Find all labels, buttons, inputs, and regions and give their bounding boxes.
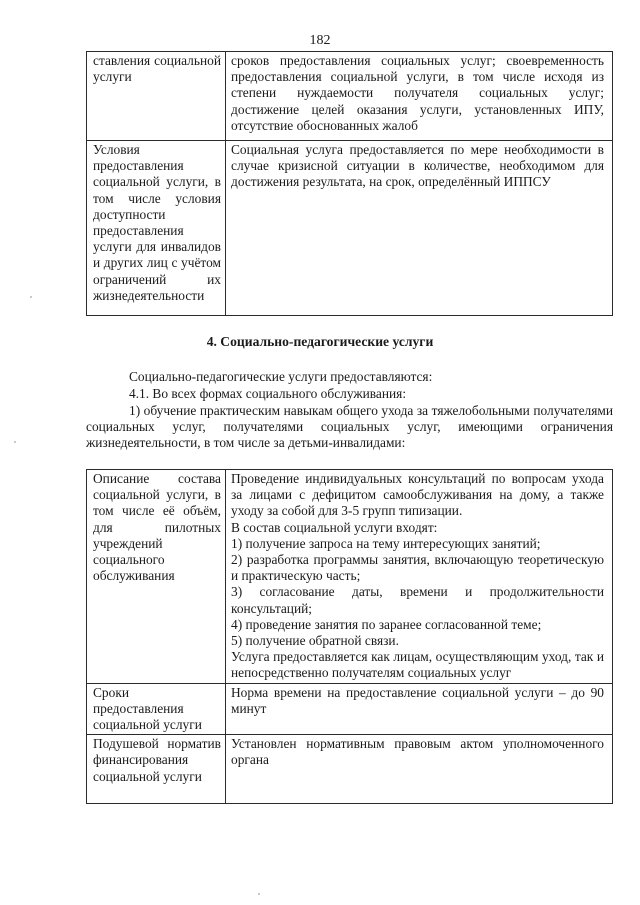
text-line: 2) разработка программы занятия, включающую теоретическую и практическую часть;: [231, 552, 604, 584]
service-table: [86, 469, 613, 804]
text-line: 1) получение запроса на тему интересующих занятий;: [231, 535, 541, 551]
table-row: [87, 735, 613, 804]
text-line: В состав социальной услуги входят:: [231, 519, 438, 535]
text-line: 3) согласование даты, времени и продолжительности консультаций;: [231, 584, 604, 616]
table-row: [87, 683, 613, 735]
row-label: Описание состава социальной услуги, в том числе её объём, для пилотных учреждений социального обслуживания: [87, 470, 226, 684]
row-text: Норма времени на предоставление социальной услуги – до 90 минут: [226, 683, 613, 735]
row-label: Условия предоставления социальной услуги, в том числе условия доступности предоставления услуги для инвалидов и других лиц с учётом ограничений их жизнедеятельности: [87, 141, 226, 316]
row-label: Подушевой норматив финансирования социальной услуги: [87, 735, 226, 804]
paragraph: Социально-педагогические услуги предоставляются:: [129, 369, 433, 384]
paragraph: 1) обучение практическим навыкам общего ухода за тяжелобольными получателями социальных услуг, получателями социальных услуг, имеющими ограничения жизнедеятельности, в том числе за детьми-инвалидами:: [86, 403, 613, 451]
text-line: Услуга предоставляется как лицам, осуществляющим уход, так и непосредственно получателям социальных услуг: [231, 649, 604, 681]
scan-speck: [14, 441, 16, 443]
row-text: [226, 470, 613, 684]
page-number: 182: [309, 33, 331, 48]
text-line: Проведение индивидуальных консультаций по вопросам ухода за лицами с дефицитом самообслуживания на дому, а также уходу за собой для 3-5 групп типизации.: [231, 471, 604, 519]
row-label: Сроки предоставления социальной услуги: [87, 683, 226, 735]
table-row: [87, 52, 613, 141]
text-line: 4) проведение занятия по заранее согласованной теме;: [231, 616, 542, 632]
service-table-continued: [86, 51, 613, 316]
row-text: Установлен нормативным правовым актом уполномоченного органа: [226, 735, 613, 804]
paragraph: 4.1. Во всех формах социального обслуживания:: [129, 386, 407, 401]
row-text: сроков предоставления социальных услуг; своевременность предоставления социальной услуги, в том числе исходя из степени нуждаемости получателя социальных услуг; достижение целей оказания услуги, установленных ИПУ, отсутствие обоснованных жалоб: [226, 52, 613, 141]
section-heading: 4. Социально-педагогические услуги: [206, 334, 434, 349]
table-row: [87, 141, 613, 316]
scan-speck: [258, 893, 260, 895]
scan-speck: [30, 296, 32, 298]
table-row: [87, 470, 613, 684]
row-text: Социальная услуга предоставляется по мере необходимости в случае кризисной ситуации в количестве, необходимом для достижения результата, на срок, определённый ИППСУ: [226, 141, 613, 316]
text-line: 5) получение обратной связи.: [231, 633, 399, 649]
row-label: ставления социальной услуги: [87, 52, 226, 141]
